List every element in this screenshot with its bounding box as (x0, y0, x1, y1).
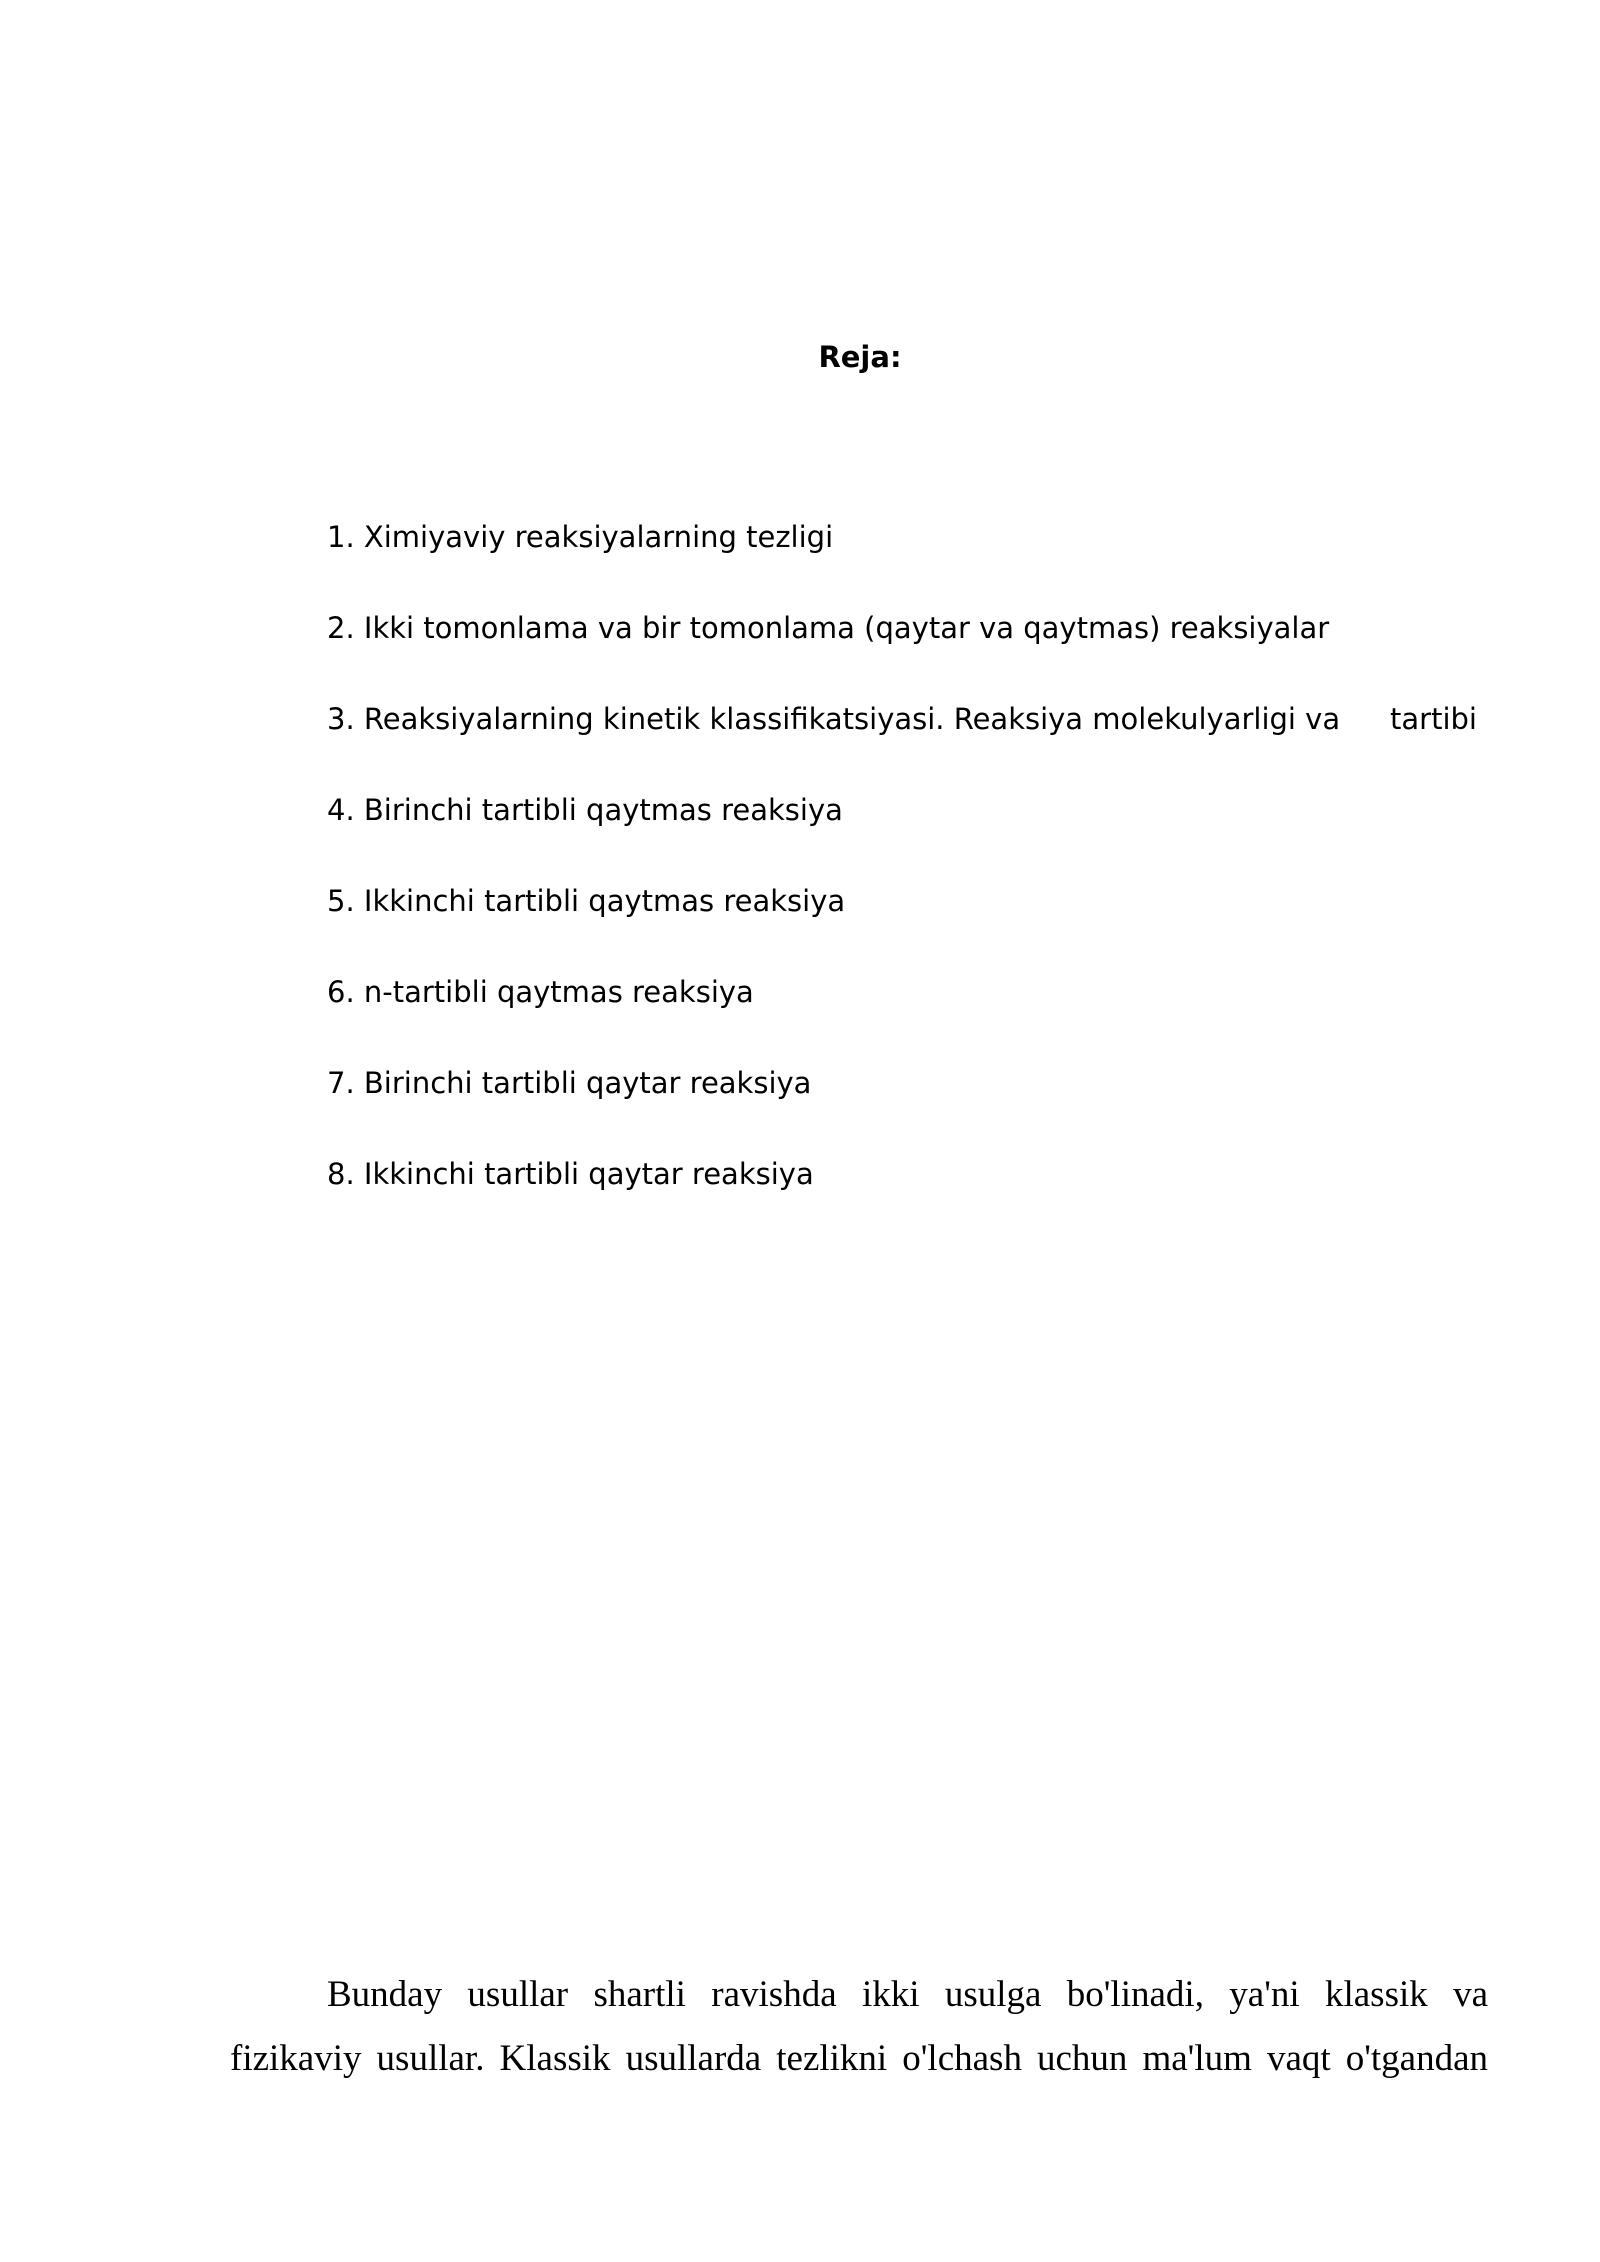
plan-item-2: 2. Ikki tomonlama va bir tomonlama (qaytar va qaytmas) reaksiyalar (327, 611, 1330, 645)
body-paragraph (230, 1963, 1488, 2091)
paragraph-line-2: fizikaviy usullar. Klassik usullarda tezlikni o'lchash uchun ma'lum vaqt o'tgandan (230, 2038, 1488, 2079)
plan-item-5: 5. Ikkinchi tartibli qaytmas reaksiya (327, 884, 846, 918)
plan-item-8: 8. Ikkinchi tartibli qaytar reaksiya (327, 1157, 814, 1191)
plan-item-3-text: 3. Reaksiyalarning kinetik klassifikatsiyasi. Reaksiya molekulyarligi va (327, 702, 1341, 736)
plan-list (327, 517, 1487, 1245)
plan-item-7: 7. Birinchi tartibli qaytar reaksiya (327, 1066, 812, 1100)
paragraph-line-1: Bunday usullar shartli ravishda ikki usulga bo'linadi, ya'ni klassik va (327, 1974, 1488, 2015)
plan-item-6: 6. n-tartibli qaytmas reaksiya (327, 975, 754, 1009)
plan-item-3-tail: tartibi (1390, 702, 1477, 736)
plan-item-1: 1. Ximiyaviy reaksiyalarning tezligi (327, 520, 834, 554)
plan-item-3 (327, 699, 1477, 790)
page-title: Reja: (818, 340, 902, 374)
plan-item-4: 4. Birinchi tartibli qaytmas reaksiya (327, 793, 843, 827)
